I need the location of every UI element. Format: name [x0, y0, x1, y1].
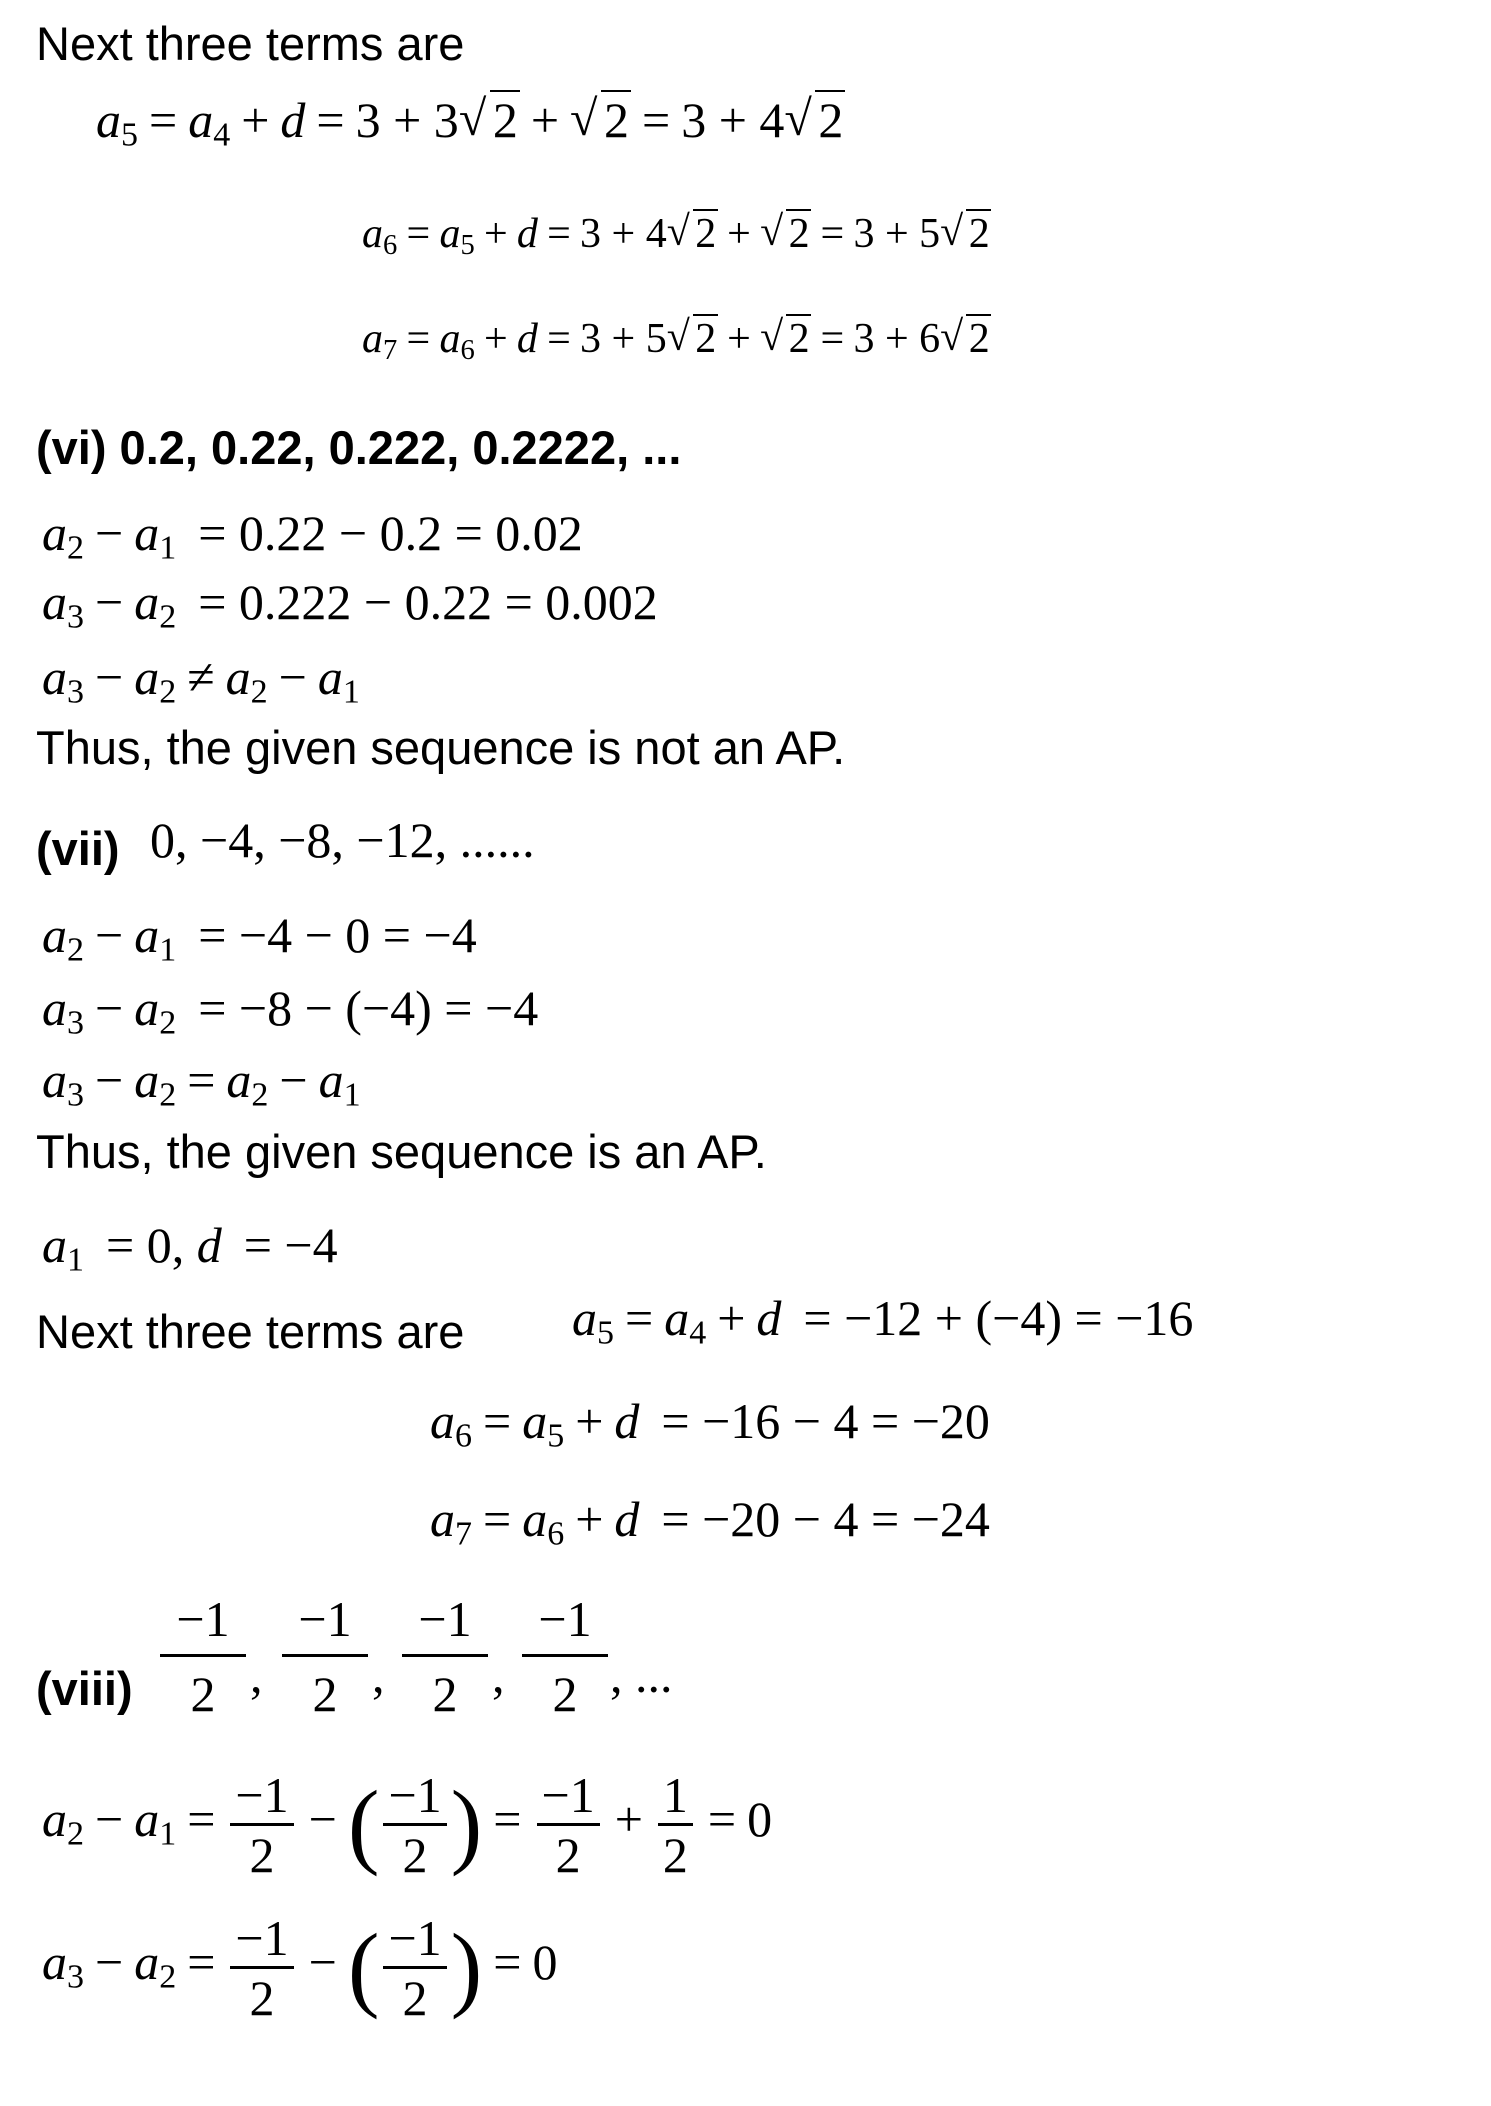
part-viii-diff-2: $a_3 - a_2$ = $\frac{-1}{2}$ − ( $\frac{-1}{2}$ ) = 0	[42, 1910, 558, 2026]
part-vi-conclusion: Thus, the given sequence is not an AP.	[36, 721, 846, 774]
part-vii-diff-1: $a_2 - a_1 = -4 - 0 = -4$	[42, 907, 477, 969]
part-vii-eq-a7: $a_7 = a_6 + d = -20 - 4 = -24$	[430, 1491, 990, 1553]
part-vii-label: (vii)	[36, 822, 120, 875]
eq-a6: $a_6 = a_5 + d = 3 + 4√$ 2 +√ 2 = 3 + 5√ 2	[362, 213, 991, 255]
fraction-neg-half: $\frac{-1}{2}$	[383, 1913, 446, 2023]
part-vii-first-term-and-d: $a_1 = 0$, d = −4	[42, 1217, 338, 1279]
part-vii-equal: $a_3 - a_2 = a_2 - a_1$	[42, 1052, 361, 1114]
sequence-comma-1: ,	[250, 1647, 263, 1703]
part-vii-diff-2: $a_3 - a_2 = -8 - (-4) = -4$	[42, 980, 539, 1042]
next-three-label-2: Next three terms are	[36, 1305, 465, 1358]
part-vi-diff-2: $a_3 - a_2 = 0.222 - 0.22 = 0.002$	[42, 574, 658, 636]
sequence-ellipsis: , ...	[610, 1647, 673, 1703]
sequence-term-3: −1 2	[402, 1590, 488, 1723]
part-viii-label: (viii)	[36, 1662, 133, 1715]
fraction-neg-half: $\frac{-1}{2}$	[383, 1770, 446, 1880]
part-vii-eq-a5: $a_5 = a_4 + d = -12 + (-4) = -16$	[572, 1290, 1194, 1352]
eq-a7: $a_7 = a_6 + d = 3 + 5√$ 2 +√ 2 = 3 + 6√ 2	[362, 318, 991, 360]
part-viii-diff-1: $a_2 - a_1$ = $\frac{-1}{2}$ − ( $\frac{-1}{2}$ ) = $\frac{-1}{2}$ + $\frac{1}{2}$ = 0	[42, 1767, 773, 1883]
sequence-term-4: −1 2	[522, 1590, 608, 1723]
sequence-term-1: −1 2	[160, 1590, 246, 1723]
fraction-neg-half: $\frac{-1}{2}$	[537, 1770, 600, 1880]
fraction-half: $\frac{1}{2}$	[658, 1770, 693, 1880]
part-vii-sequence: 0, −4, −8, −12, ......	[150, 812, 535, 868]
part-vii-eq-a6: $a_6 = a_5 + d = -16 - 4 = -20$	[430, 1393, 990, 1455]
fraction-neg-half: $\frac{-1}{2}$	[230, 1770, 293, 1880]
sequence-term-2: −1 2	[282, 1590, 368, 1723]
next-three-label-1: Next three terms are	[36, 17, 465, 70]
part-vi-heading: (vi) 0.2, 0.22, 0.222, 0.2222, ...	[36, 421, 682, 474]
eq-a5: $a_5 = a_4 + d = 3 + 3√$ 2 +√ 2 = 3 + 4√ 2	[96, 95, 845, 145]
part-vi-not-equal: $a_3 - a_2 \ne a_2 - a_1$	[42, 649, 360, 711]
sequence-comma-3: ,	[492, 1647, 505, 1703]
fraction-neg-half: $\frac{-1}{2}$	[230, 1913, 293, 2023]
part-vi-diff-1: $a_2 - a_1 = 0.22 - 0.2 = 0.02$	[42, 505, 583, 567]
part-vii-conclusion: Thus, the given sequence is an AP.	[36, 1125, 767, 1178]
sequence-comma-2: ,	[372, 1647, 385, 1703]
